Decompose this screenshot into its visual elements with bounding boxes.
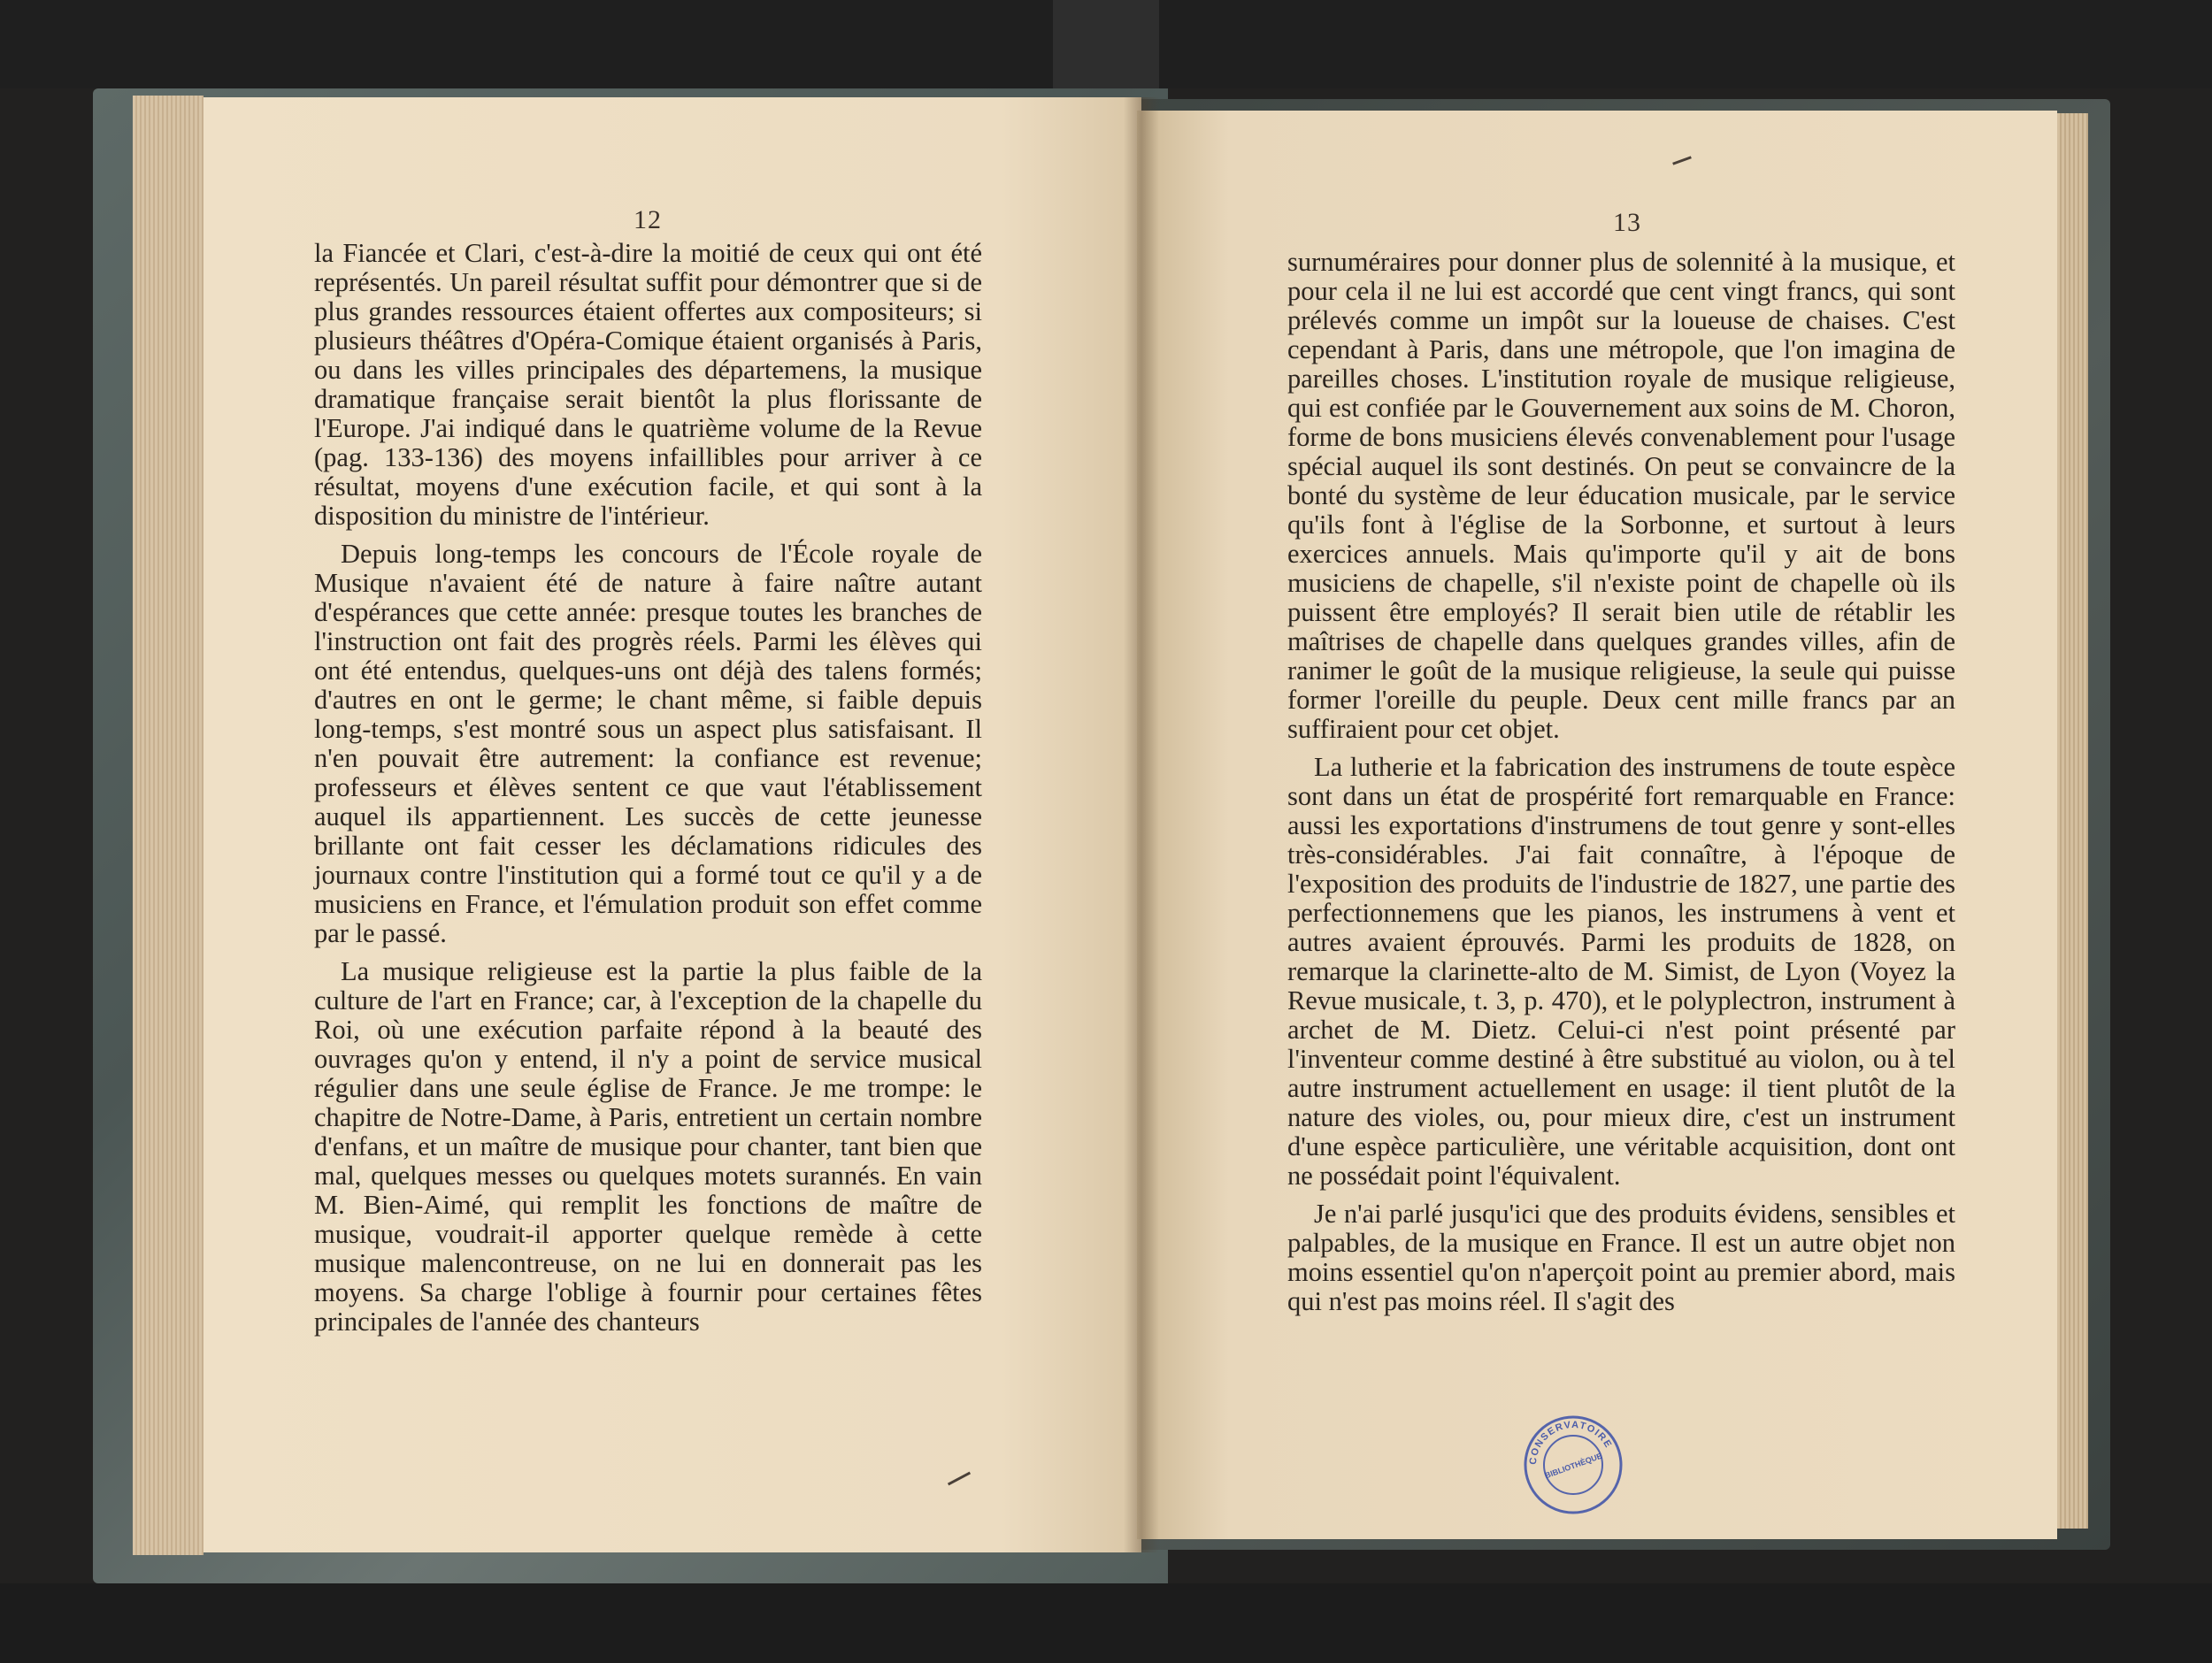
page-edges-left [133,96,204,1555]
book-gutter [1124,97,1159,1552]
page-text [314,239,982,1337]
paragraph: la Fiancée et Clari, c'est-à-dire la moitié de ceux qui ont été représentés. Un pareil résultat suffit pour démontrer que si de plus grandes ressources étaient offertes aux compositeurs; si plusieurs théâtres d'Opéra-Comique étaient organisés à Paris, ou dans les villes principales des départemens, la musique dramatique française serait bientôt la plus florissante de l'Europe. J'ai indiqué dans le quatrième volume de la Revue (pag. 133-136) des moyens infaillibles pour arriver à ce résultat, moyens d'une exécution facile, et qui sont à la disposition du ministre de l'intérieur. [314,238,982,531]
paragraph: La lutherie et la fabrication des instrumens de toute espèce sont dans un état de prospérité fort remarquable en France: aussi les exportations d'instrumens de tout genre y sont-elles très-considérables. J'ai fait connaître, à l'époque de l'exposition des produits de l'industrie de 1827, une partie des perfectionnemens que les pianos, les instrumens à vent et autres avaient éprouvés. Parmi les produits de 1828, on remarque la clarinette-alto de M. Simist, de Lyon (Voyez la Revue musicale, t. 3, p. 470), et le polyplectron, instrument à archet de M. Dietz. Celui-ci n'est point présenté par l'inventeur comme destiné à être substitué au violon, ou à tel autre instrument actuellement en usage: il tient plutôt de la nature des violes, ou, pour mieux dire, c'est un instrument d'une espèce particulière, une véritable acquisition, dont ont ne possédait point l'équivalent. [1287,752,1955,1191]
paragraph: surnuméraires pour donner plus de solennité à la musique, et pour cela il ne lui est accordé que cent vingt francs, qui sont prélevés comme un impôt sur la loueuse de chaises. C'est cependant à Paris, dans une métropole, que l'on imagina de pareilles choses. L'institution royale de musique religieuse, qui est confiée par le Gouvernement aux soins de M. Choron, forme de bons musiciens élevés convenablement pour l'usage spécial auquel ils sont destinés. On peut se convaincre de la bonté du système de leur éducation musicale, par le service qu'ils font à l'église de la Sorbonne, et surtout à leurs exercices annuels. Mais qu'importe qu'il y ait de bons musiciens de chapelle, s'il n'existe point de chapelle où ils puissent être employés? Il serait bien utile de rétablir les maîtrises de chapelle dans quelques grandes villes, afin de ranimer le goût de la musique religieuse, la seule qui puisse former l'oreille du peuple. Deux cent mille francs par an suffiraient pour cet objet. [1287,247,1955,744]
stamp-center-text: BIBLIOTHÈQUE [1543,1451,1604,1481]
stamp-ring-text: CONSERVATOIRE [1527,1419,1615,1466]
background-bottom [0,1583,2212,1663]
background-top [0,0,2212,88]
paragraph: La musique religieuse est la partie la plus faible de la culture de l'art en France; car, à l'exception de la chapelle du Roi, où une exécution parfaite répond à la beauté des ouvrages qu'on y entend, il n'y a point de service musical régulier dans une seule église de France. Je me trompe: le chapitre de Notre-Dame, à Paris, entretient un certain nombre d'enfans, et un maître de musique pour chanter, tant bien que mal, quelques messes ou quelques motets surannés. En vain M. Bien-Aimé, qui remplit les fonctions de maître de musique, voudrait-il apporter quelque remède à cette musique malencontreuse, on ne lui en donnerait pas les moyens. Sa charge l'oblige à fournir pour certaines fêtes principales de l'année des chanteurs [314,956,982,1337]
paragraph: Je n'ai parlé jusqu'ici que des produits évidens, sensibles et palpables, de la musique en France. Il est un autre objet non moins essentiel qu'on n'aperçoit point au premier abord, mais qui n'est pas moins réel. Il s'agit des [1287,1199,1955,1316]
page-edges-right [2053,113,2088,1529]
paragraph: Depuis long-temps les concours de l'École royale de Musique n'avaient été de nature à faire naître autant d'espérances que cette année: presque toutes les branches de l'instruction ont fait des progrès réels. Parmi les élèves qui ont été entendus, quelques-uns ont déjà des talens formés; d'autres en ont le germe; le chant même, si faible depuis long-temps, s'est montré sous un aspect plus satisfaisant. Il n'en pouvait être autrement: la confiance est revenue; professeurs et élèves sentent ce que vaut l'établissement auquel ils appartiennent. Les succès de cette jeunesse brillante ont fait cesser les déclamations ridicules des journaux contre l'institution qui a formé tout ce qu'il y a de musiciens en France, et l'émulation produit son effet comme par le passé. [314,539,982,948]
left-page [204,97,1141,1552]
background-shadow [1053,0,1159,88]
library-stamp [1522,1414,1624,1516]
page-text [1287,248,1955,1316]
page-number: 13 [1613,208,1641,237]
page-number: 12 [634,205,662,234]
right-page [1137,111,2057,1539]
